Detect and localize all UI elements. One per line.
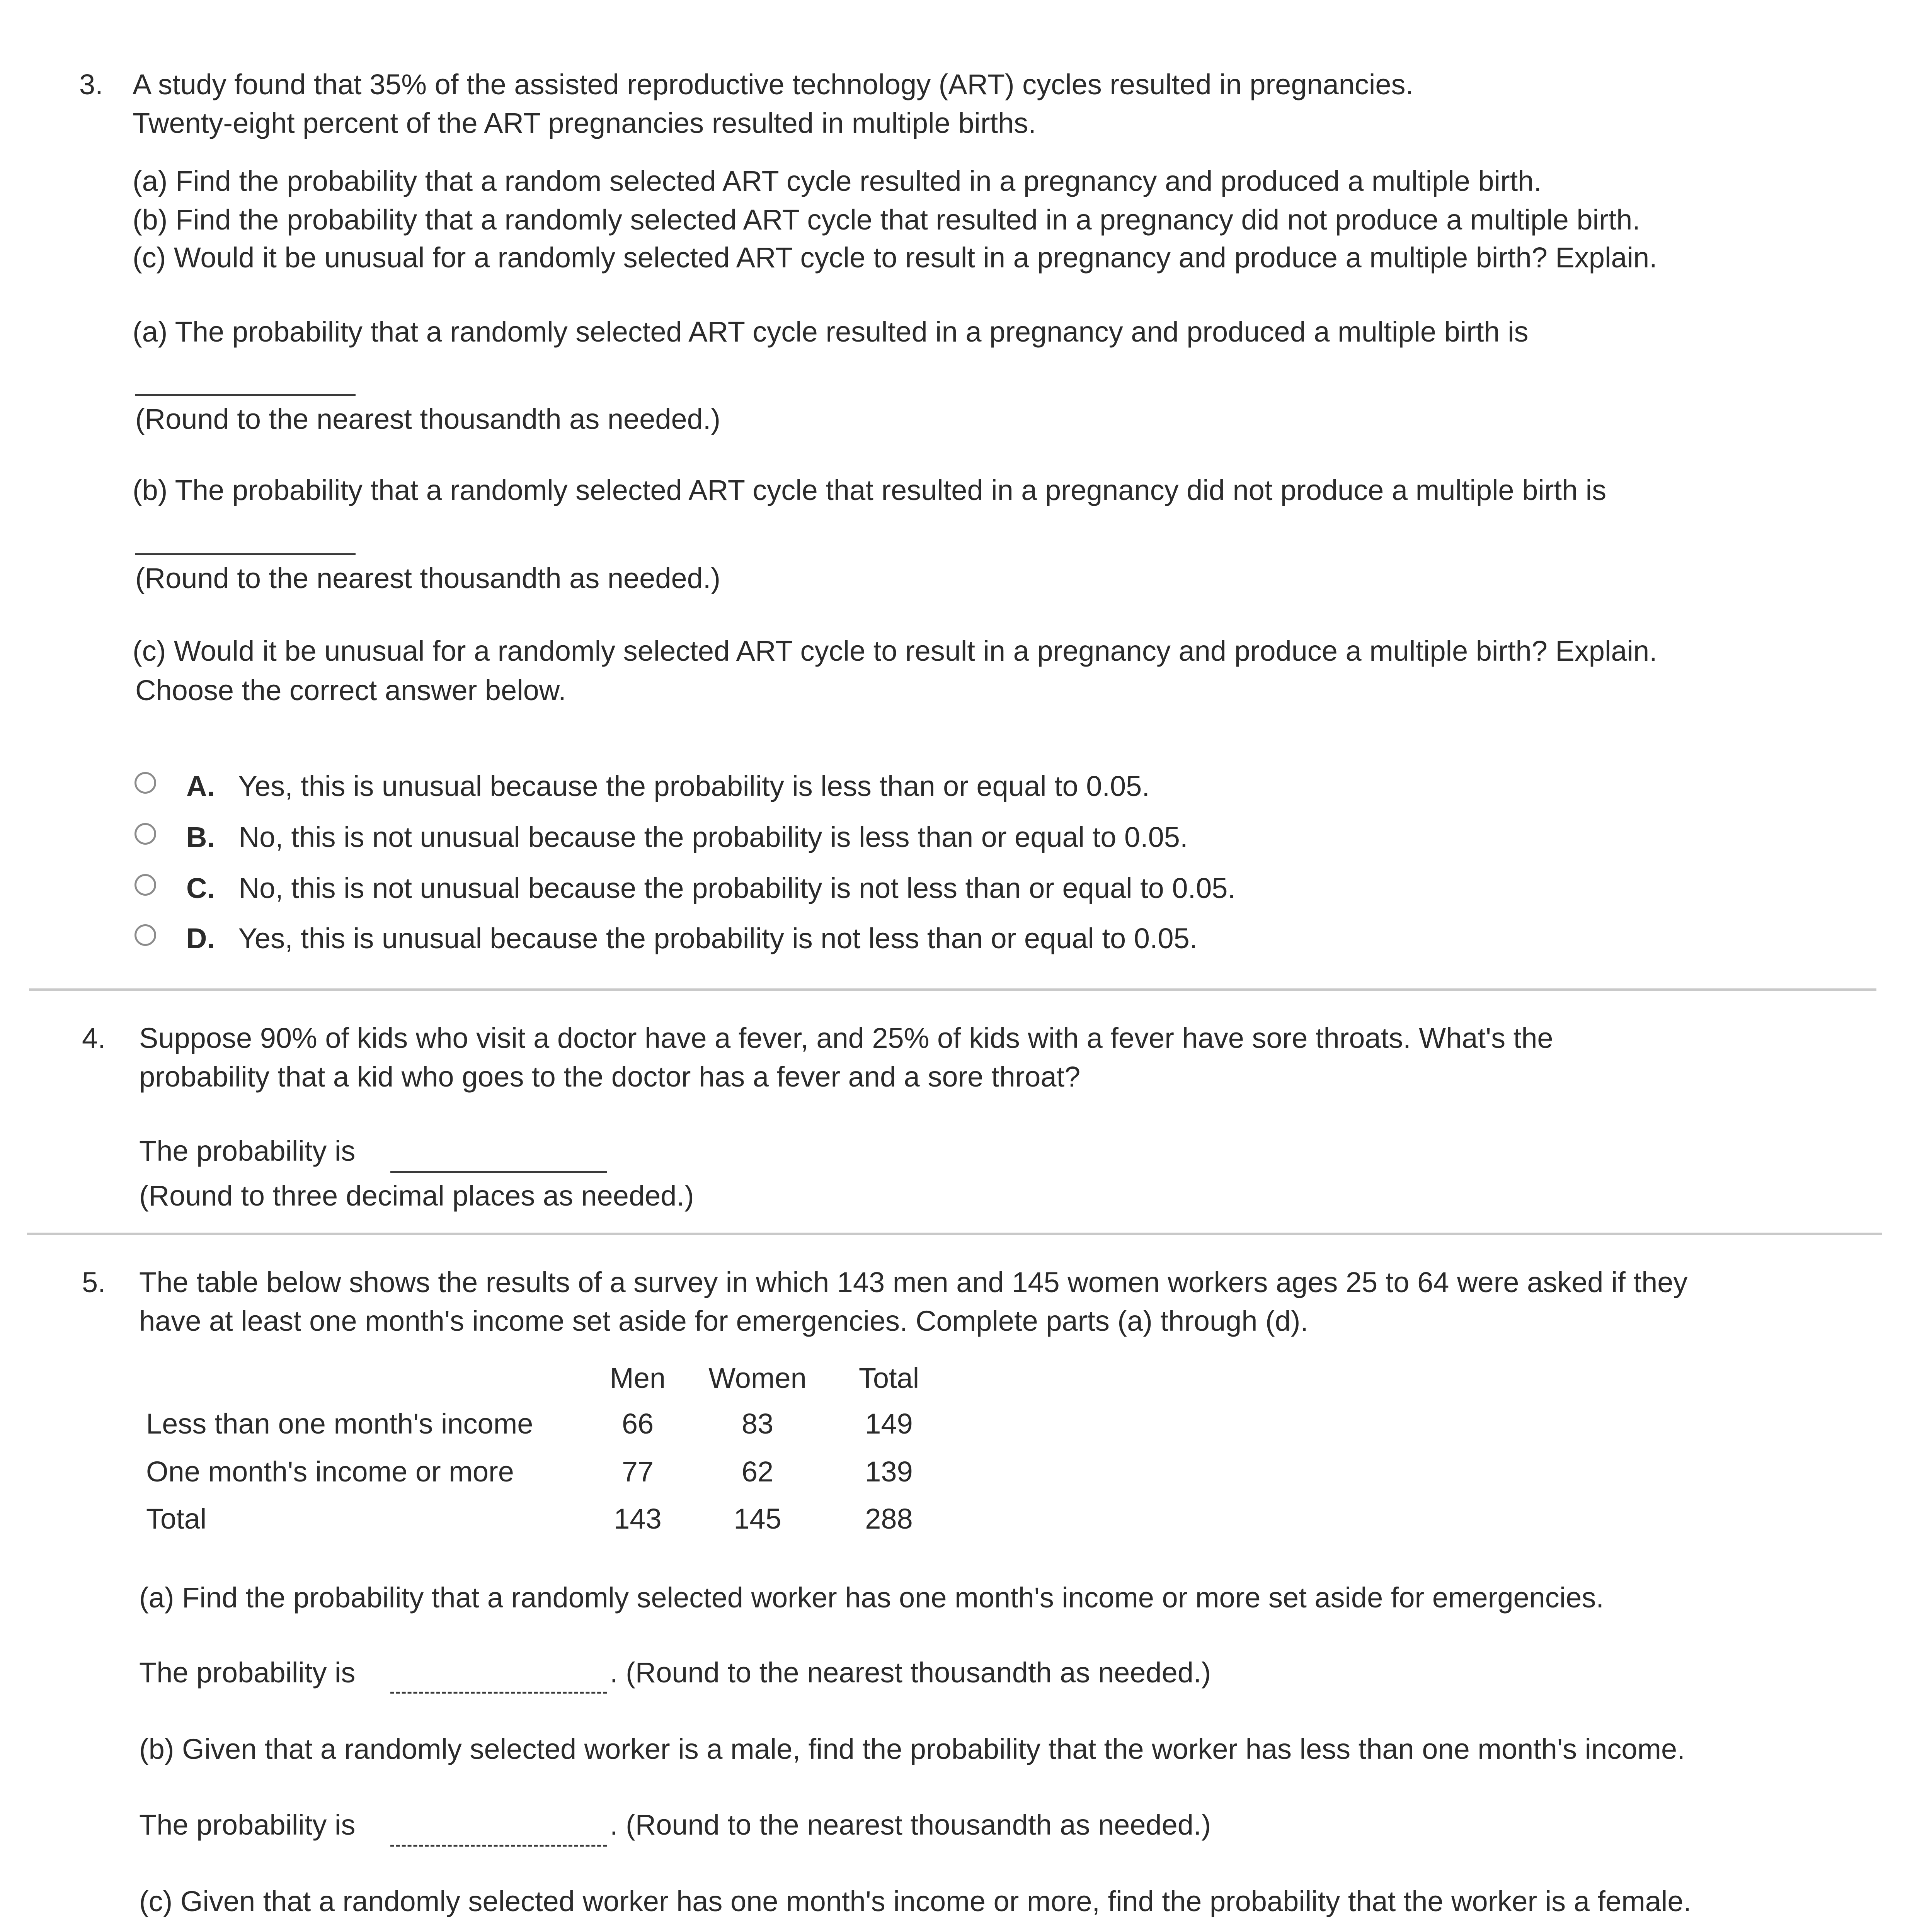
part-description: (c) Would it be unusual for a randomly selected ART cycle to result in a pregnancy and produce a multiple birth? Explain. xyxy=(133,242,1657,274)
answer-blank[interactable] xyxy=(135,553,356,555)
question-number: 5. xyxy=(82,1266,106,1298)
section-divider xyxy=(27,1233,1882,1235)
question-stem-line: The table below shows the results of a survey in which 143 men and 145 women workers ages 25 to 64 were asked if they xyxy=(139,1266,1688,1298)
rounding-note: . (Round to the nearest thousandth as needed.) xyxy=(610,1656,1211,1689)
question-stem-line: Suppose 90% of kids who visit a doctor have a fever, and 25% of kids with a fever have sore throats. What's the xyxy=(139,1022,1553,1054)
choice-letter: D. xyxy=(186,922,215,954)
question-stem-line: Twenty-eight percent of the ART pregnancies resulted in multiple births. xyxy=(133,107,1036,139)
rounding-note: (Round to the nearest thousandth as needed.) xyxy=(135,403,720,435)
question-stem-line: probability that a kid who goes to the doctor has a fever and a sore throat? xyxy=(139,1061,1081,1093)
section-divider xyxy=(29,988,1876,991)
table-header: Men xyxy=(610,1362,666,1394)
table-row-label: One month's income or more xyxy=(146,1456,514,1488)
table-cell: 143 xyxy=(614,1503,662,1535)
radio-button[interactable] xyxy=(134,874,156,896)
choice-letter: A. xyxy=(186,770,215,802)
answer-label: The probability is xyxy=(139,1656,356,1689)
question-stem-line: have at least one month's income set aside for emergencies. Complete parts (a) through (d). xyxy=(139,1305,1308,1337)
table-header: Women xyxy=(708,1362,807,1394)
choice-a xyxy=(186,772,1150,801)
table-cell: 288 xyxy=(865,1503,913,1535)
table-cell: 62 xyxy=(741,1456,774,1488)
part-prompt: (a) Find the probability that a randomly selected worker has one month's income or more set aside for emergencies. xyxy=(139,1582,1604,1614)
table-header: Total xyxy=(858,1362,919,1394)
part-description: (b) Find the probability that a randomly selected ART cycle that resulted in a pregnancy did not produce a multiple birth. xyxy=(133,204,1640,236)
answer-prompt: (b) The probability that a randomly selected ART cycle that resulted in a pregnancy did not produce a multiple birth is xyxy=(133,474,1607,506)
table-cell: 83 xyxy=(741,1408,774,1440)
question-number: 4. xyxy=(82,1022,106,1054)
choice-text: No, this is not unusual because the probability is not less than or equal to 0.05. xyxy=(238,872,1236,904)
choice-text: Yes, this is unusual because the probability is not less than or equal to 0.05. xyxy=(238,922,1198,954)
choice-text: No, this is not unusual because the probability is less than or equal to 0.05. xyxy=(238,821,1188,853)
table-row-label: Less than one month's income xyxy=(146,1408,533,1440)
answer-blank[interactable] xyxy=(390,1845,607,1847)
question-stem-line: A study found that 35% of the assisted reproductive technology (ART) cycles resulted in pregnancies. xyxy=(133,68,1414,100)
table-cell: 149 xyxy=(865,1408,913,1440)
choice-letter: C. xyxy=(186,872,215,904)
radio-button[interactable] xyxy=(134,772,156,794)
choice-b xyxy=(186,823,1188,852)
part-prompt: (b) Given that a randomly selected worker is a male, find the probability that the worker has less than one month's income. xyxy=(139,1733,1685,1765)
radio-button[interactable] xyxy=(134,823,156,845)
part-description: (a) Find the probability that a random selected ART cycle resulted in a pregnancy and produced a multiple birth. xyxy=(133,165,1542,197)
answer-label: The probability is xyxy=(139,1809,356,1841)
answer-prompt: (a) The probability that a randomly selected ART cycle resulted in a pregnancy and produced a multiple birth is xyxy=(133,316,1529,348)
choice-d xyxy=(186,924,1197,953)
question-number: 3. xyxy=(79,68,103,100)
radio-button[interactable] xyxy=(134,924,156,946)
choice-text: Yes, this is unusual because the probability is less than or equal to 0.05. xyxy=(238,770,1150,802)
table-cell: 77 xyxy=(621,1456,654,1488)
table-cell: 145 xyxy=(734,1503,781,1535)
table-cell: 139 xyxy=(865,1456,913,1488)
rounding-note: (Round to three decimal places as needed.) xyxy=(139,1180,694,1212)
table-row-label: Total xyxy=(146,1503,207,1535)
answer-label: The probability is xyxy=(139,1135,356,1167)
answer-prompt: (c) Would it be unusual for a randomly selected ART cycle to result in a pregnancy and produce a multiple birth? Explain. xyxy=(133,635,1657,667)
answer-blank[interactable] xyxy=(135,394,356,396)
rounding-note: . (Round to the nearest thousandth as needed.) xyxy=(610,1809,1211,1841)
answer-blank[interactable] xyxy=(390,1171,607,1173)
table-cell: 66 xyxy=(621,1408,654,1440)
answer-blank[interactable] xyxy=(390,1692,607,1694)
instruction-text: Choose the correct answer below. xyxy=(135,674,566,706)
part-prompt: (c) Given that a randomly selected worker has one month's income or more, find the probability that the worker is a female. xyxy=(139,1885,1692,1917)
choice-c xyxy=(186,874,1236,903)
rounding-note: (Round to the nearest thousandth as needed.) xyxy=(135,562,720,594)
choice-letter: B. xyxy=(186,821,215,853)
